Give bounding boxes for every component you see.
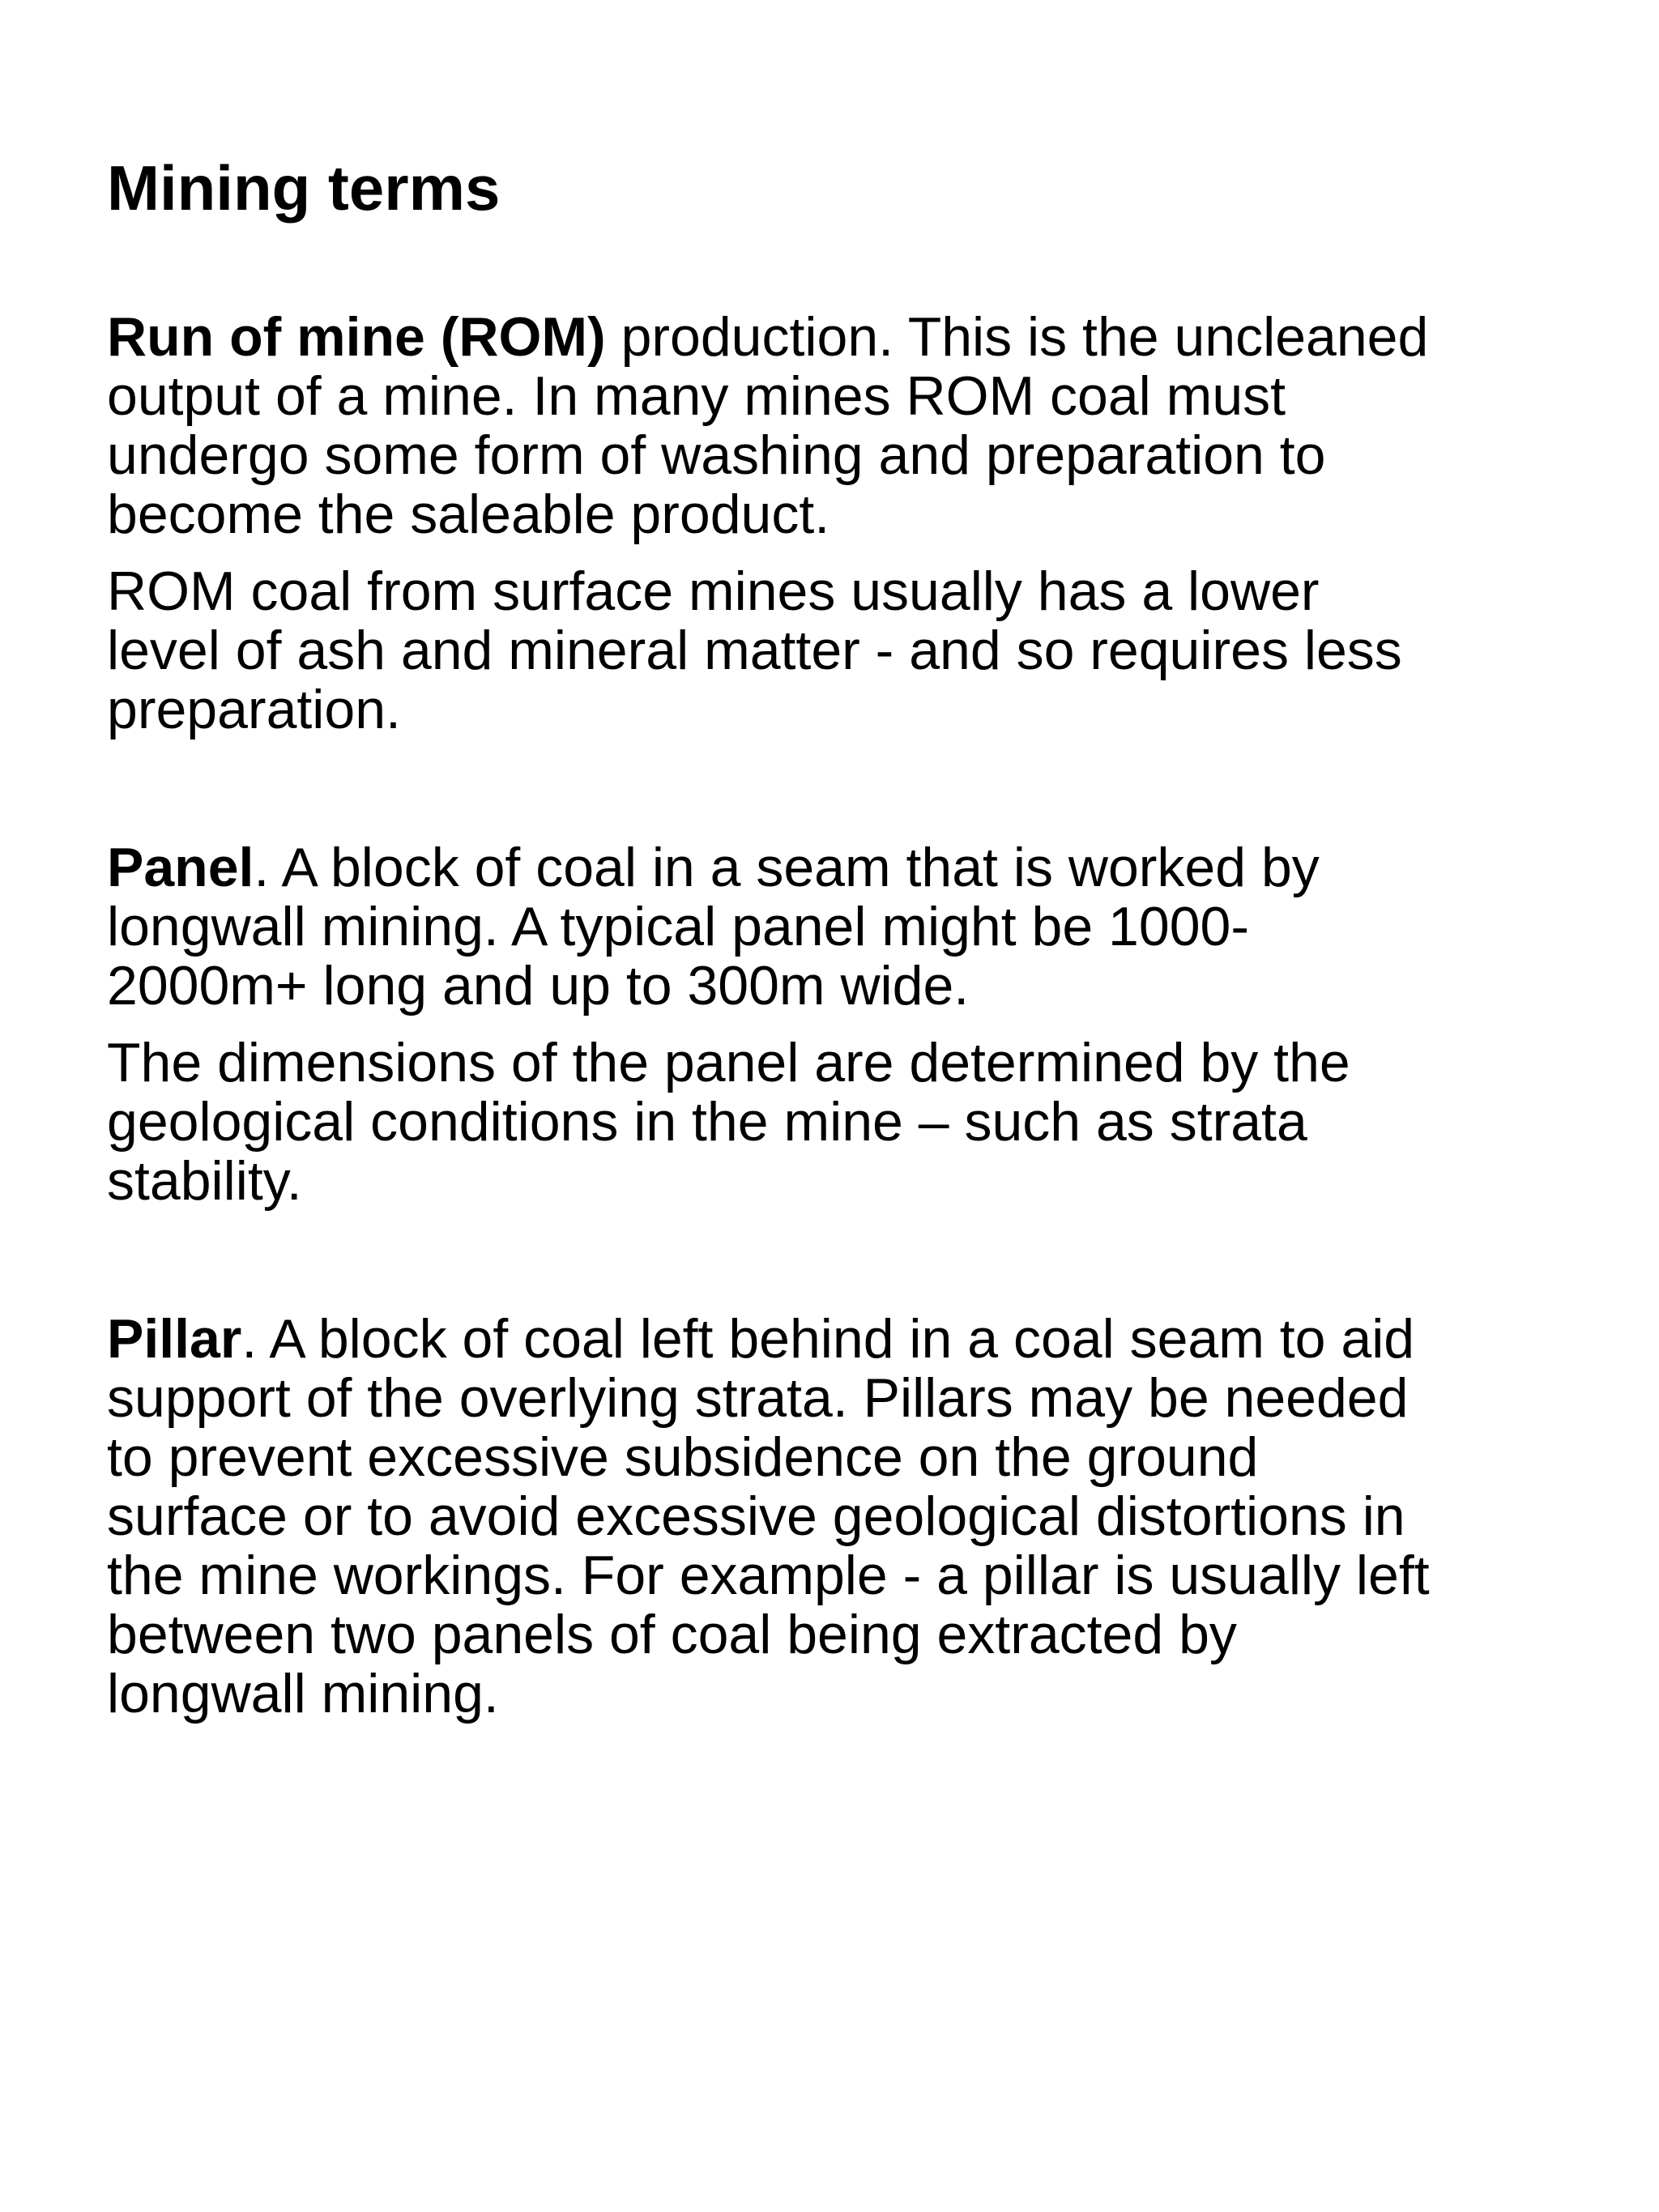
document-page — [107, 154, 1614, 1724]
term-additional-paragraph: The dimensions of the panel are determined by the geological conditions in the mine – such as strata stability. — [107, 1031, 1350, 1212]
term-definition-text: production. This is the uncleaned output of a mine. In many mines ROM coal must undergo some form of washing and preparation to become the saleable product. — [107, 305, 1429, 545]
term-definition-paragraph — [107, 1307, 1614, 1724]
term-definition-paragraph — [107, 305, 1614, 545]
term-definition-text: . A block of coal left behind in a coal seam to aid support of the overlying strata. Pillars may be needed to prevent excessive subsidence on the ground surface or to avoid excessive geological distortions in the mine workings. For example - a pillar is usually left between two panels of coal being extracted by longwall mining. — [107, 1307, 1430, 1724]
term-definition-paragraph — [107, 838, 1614, 1016]
term-definition-text: . A block of coal in a seam that is worked by longwall mining. A typical panel might be 1000- 2000m+ long and up to 300m wide. — [107, 836, 1320, 1016]
term-section-pillar — [107, 1307, 1614, 1724]
term-heading: Panel — [107, 836, 254, 898]
term-section-panel — [107, 838, 1614, 1211]
term-heading: Pillar — [107, 1307, 242, 1370]
term-additional-paragraph: ROM coal from surface mines usually has a lower level of ash and mineral matter - and so requires less preparation. — [107, 560, 1402, 740]
term-heading: Run of mine (ROM) — [107, 305, 606, 368]
term-section-rom — [107, 305, 1614, 740]
page-title: Mining terms — [107, 152, 501, 224]
